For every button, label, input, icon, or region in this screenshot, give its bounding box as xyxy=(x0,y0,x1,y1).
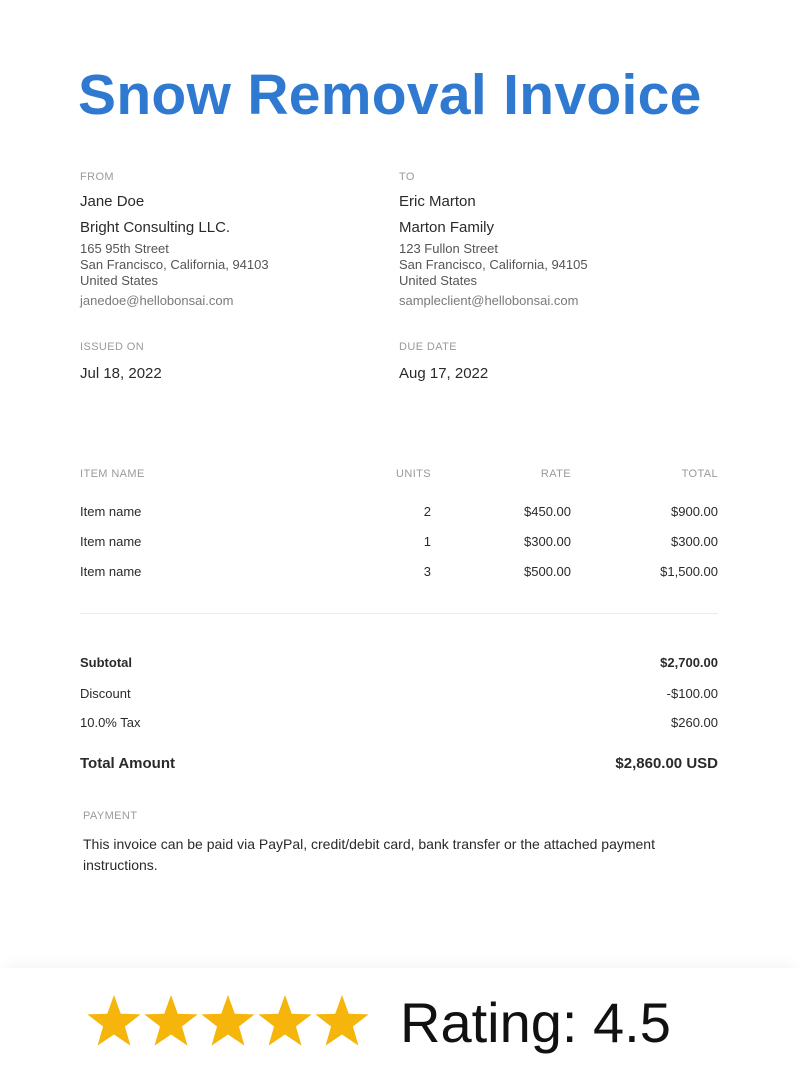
issued-on-date: Jul 18, 2022 xyxy=(80,365,162,382)
star-icon xyxy=(87,995,140,1046)
from-email: janedoe@hellobonsai.com xyxy=(80,293,234,308)
from-address-line1: 165 95th Street xyxy=(80,241,169,256)
item-rate-cell: $500.00 xyxy=(524,564,571,579)
table-row xyxy=(80,562,718,592)
table-row xyxy=(80,502,718,532)
items-table xyxy=(80,468,718,592)
item-name-cell: Item name xyxy=(80,504,142,519)
header-total: TOTAL xyxy=(681,468,718,480)
item-name-cell: Item name xyxy=(80,534,142,549)
subtotal-label: Subtotal xyxy=(80,655,132,670)
star-icon xyxy=(144,995,197,1046)
header-units: UNITS xyxy=(396,468,431,480)
tax-label: 10.0% Tax xyxy=(80,715,141,730)
stars-svg xyxy=(86,992,376,1052)
due-date-section xyxy=(399,341,699,382)
from-name: Jane Doe xyxy=(80,193,145,210)
item-total-cell: $900.00 xyxy=(671,504,718,519)
item-units-cell: 1 xyxy=(423,534,431,549)
discount-value: -$100.00 xyxy=(666,686,718,701)
item-rate-cell: $300.00 xyxy=(524,534,571,549)
item-name-cell: Item name xyxy=(80,564,142,579)
item-rate-cell: $450.00 xyxy=(524,504,571,519)
from-company: Bright Consulting LLC. xyxy=(80,219,231,236)
to-address xyxy=(399,241,699,289)
table-row xyxy=(80,532,718,562)
items-divider xyxy=(80,613,718,614)
issued-on-section xyxy=(80,341,380,382)
total-amount-value: $2,860.00 USD xyxy=(615,755,718,772)
issued-on-label: ISSUED ON xyxy=(80,341,145,353)
to-email: sampleclient@hellobonsai.com xyxy=(399,293,579,308)
from-label: FROM xyxy=(80,171,114,183)
to-section xyxy=(399,171,699,308)
due-date-value: Aug 17, 2022 xyxy=(399,365,489,382)
payment-label: PAYMENT xyxy=(83,810,138,822)
to-address-line3: United States xyxy=(399,273,478,288)
item-total-cell: $1,500.00 xyxy=(660,564,718,579)
items-header-row xyxy=(80,468,718,502)
header-rate: RATE xyxy=(540,468,571,480)
from-address xyxy=(80,241,380,289)
to-address-line1: 123 Fullon Street xyxy=(399,241,499,256)
discount-label: Discount xyxy=(80,686,131,701)
header-item-name: ITEM NAME xyxy=(80,468,145,480)
item-units-cell: 3 xyxy=(423,564,431,579)
due-date-label: DUE DATE xyxy=(399,341,458,353)
rating-text: Rating: 4.5 xyxy=(400,991,671,1054)
from-address-line3: United States xyxy=(80,273,159,288)
star-icon xyxy=(201,995,254,1046)
subtotal-value: $2,700.00 xyxy=(660,655,718,670)
tax-value: $260.00 xyxy=(671,715,718,730)
to-company: Marton Family xyxy=(399,219,495,236)
invoice-title: Snow Removal Invoice xyxy=(78,63,702,127)
item-total-cell: $300.00 xyxy=(671,534,718,549)
star-icon xyxy=(258,995,311,1046)
payment-instructions: This invoice can be paid via PayPal, credit/debit card, bank transfer or the attached payment instructions. xyxy=(83,836,655,873)
to-name: Eric Marton xyxy=(399,193,476,210)
item-units-cell: 2 xyxy=(423,504,431,519)
from-address-line2: San Francisco, California, 94103 xyxy=(80,257,269,272)
payment-section xyxy=(83,810,723,876)
to-label: TO xyxy=(399,171,415,183)
star-icon xyxy=(315,995,368,1046)
to-address-line2: San Francisco, California, 94105 xyxy=(399,257,588,272)
total-amount-label: Total Amount xyxy=(80,755,175,772)
from-section xyxy=(80,171,380,308)
star-rating xyxy=(86,992,376,1052)
